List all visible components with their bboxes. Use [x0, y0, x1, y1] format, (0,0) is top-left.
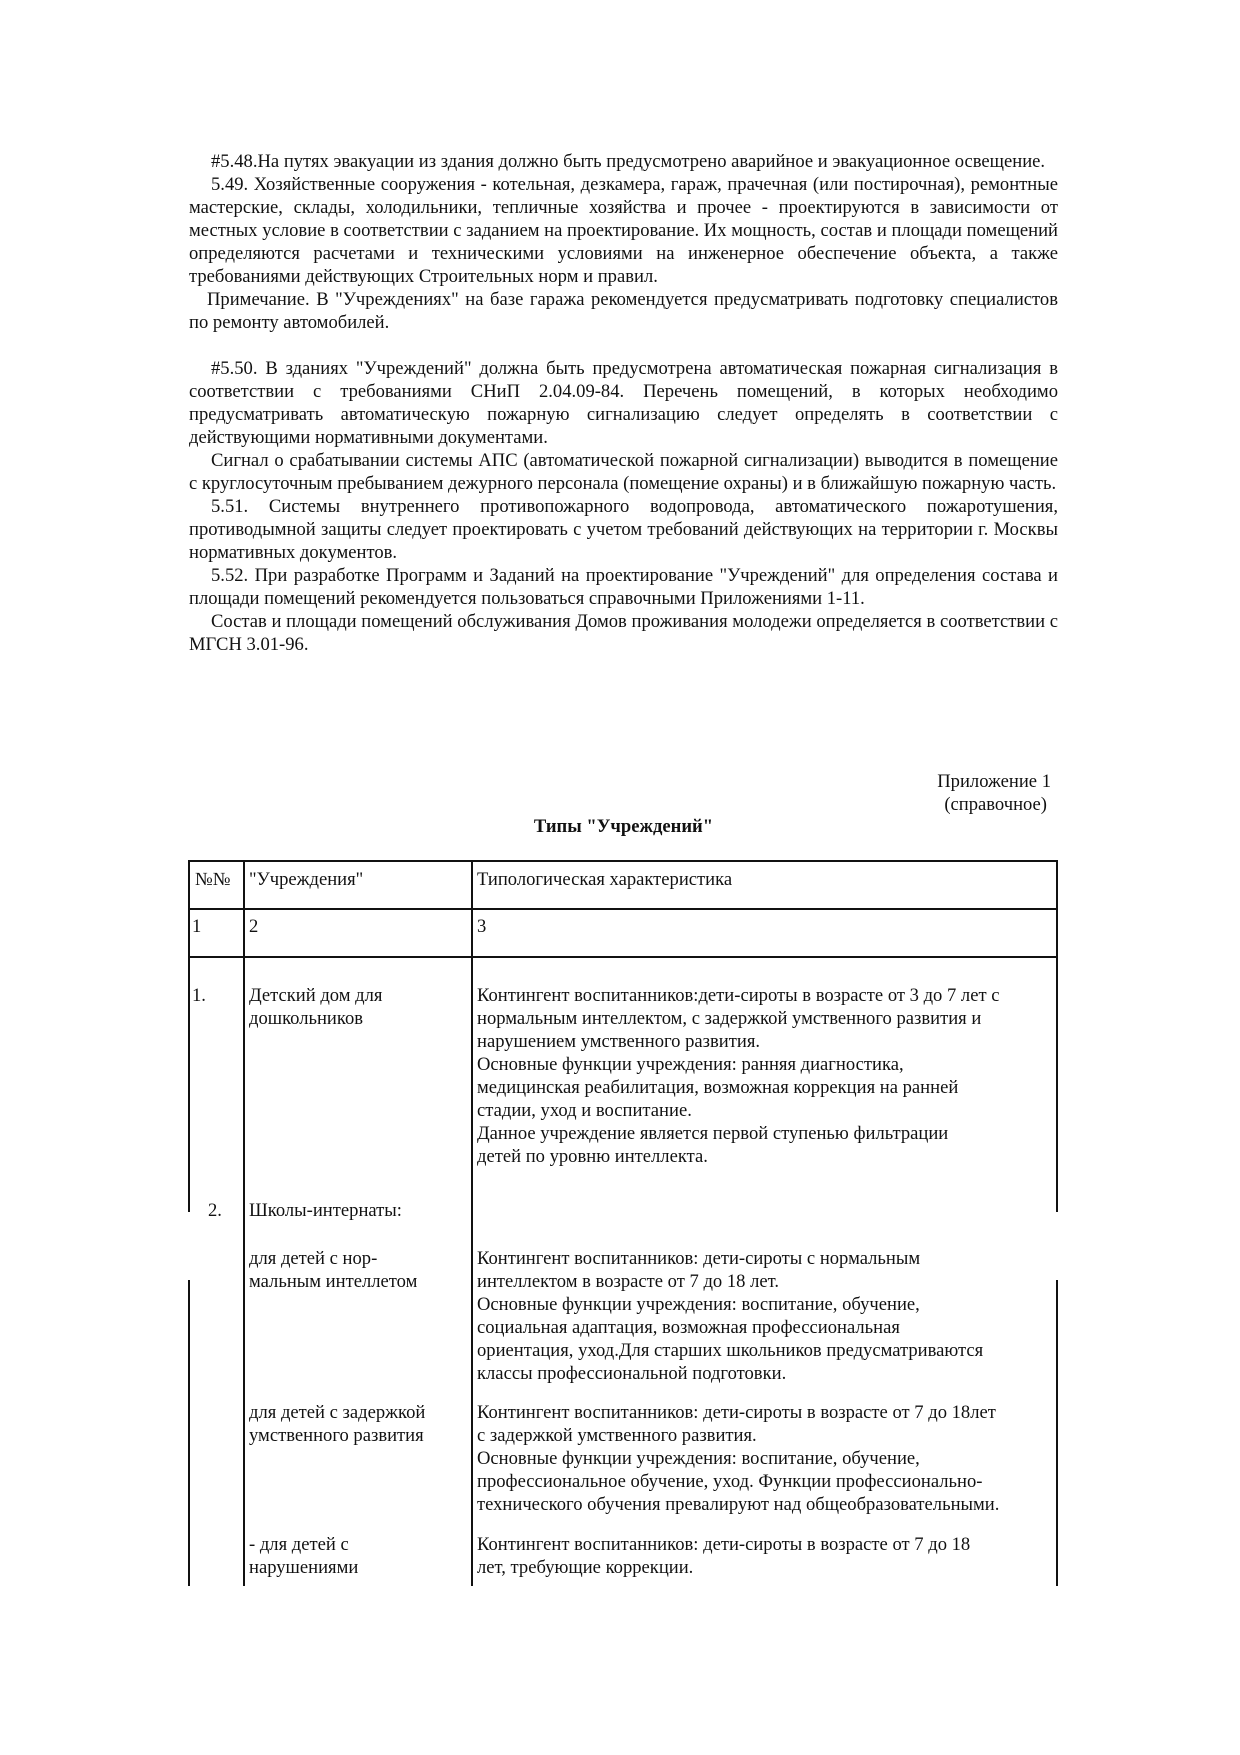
row-2b-institution: для детей с задержкой умственного развития: [249, 1402, 426, 1446]
paragraph-5-50: #5.50. В зданиях "Учреждений" должна быть предусмотрена автоматическая пожарная сигнализация в соответствии с требованиями СНиП 2.04.09-84. Перечень помещений, в которых необходимо предусматривать автоматическую пожарную сигнализацию следует определять в соответствии с действующими нормативными документами.: [189, 358, 1058, 448]
paragraph-composition: Состав и площади помещений обслуживания Домов проживания молодежи определяется в соответствии с МГСН 3.01-96.: [189, 611, 1058, 655]
paragraph-note: Примечание. В "Учреждениях" на базе гаража рекомендуется предусматривать подготовку специалистов по ремонту автомобилей.: [189, 289, 1058, 333]
header-characteristic: Типологическая характеристика: [477, 869, 733, 890]
row-2c-characteristic: Контингент воспитанников: дети-сироты в возрасте от 7 до 18 лет, требующие коррекции.: [477, 1534, 971, 1578]
table-left-border-lower: [188, 1280, 190, 1586]
row-2a-characteristic: Контингент воспитанников: дети-сироты с нормальным интеллектом в возрасте от 7 до 18 лет. Основные функции учреждения: воспитание, обучение, социальная адаптация, возможная профессиональная ориентация, уход.Для старших школьников предусматриваются классы профессиональной подготовки.: [477, 1248, 984, 1384]
table-title: Типы "Учреждений": [533, 816, 714, 837]
column-number-2: 2: [249, 916, 259, 937]
table-column-divider-1: [243, 860, 245, 1586]
column-number-3: 3: [477, 916, 487, 937]
row-2-institution: Школы-интернаты:: [249, 1200, 402, 1221]
body-text-section-1: [189, 150, 1058, 656]
header-institution: "Учреждения": [249, 869, 364, 890]
row-2a-institution: для детей с нор- мальным интеллетом: [249, 1248, 418, 1292]
table-top-border: [188, 860, 1058, 862]
table-header-divider: [188, 908, 1058, 910]
paragraph-5-48: #5.48.На путях эвакуации из здания должно быть предусмотрено аварийное и эвакуационное освещение.: [211, 151, 1046, 172]
table-numbering-divider: [188, 956, 1058, 958]
column-number-1: 1: [192, 916, 202, 937]
paragraph-5-49: 5.49. Хозяйственные сооружения - котельная, дезкамера, гараж, прачечная (или постирочная), ремонтные мастерские, склады, холодильники, тепличные хозяйства и прочее - проектируются в зависимости от местных условие в соответствии с заданием на проектирование. Их мощность, состав и площади помещений определяются расчетами и техническими условиями на инженерное обеспечение объекта, а также требованиями действующих Строительных норм и правил.: [189, 174, 1058, 287]
table-left-border-upper: [188, 860, 190, 1212]
appendix-number: Приложение 1: [937, 771, 1051, 792]
row-2b-characteristic: Контингент воспитанников: дети-сироты в возрасте от 7 до 18лет с задержкой умственного развития. Основные функции учреждения: воспитание, обучение, профессиональное обучение, уход. Функции профессионально- технического обучения превалируют над общеобразовательными.: [477, 1402, 1000, 1515]
row-2c-institution: - для детей с нарушениями: [249, 1534, 359, 1578]
header-number: №№: [195, 869, 231, 890]
row-1-institution: Детский дом для дошкольников: [249, 985, 383, 1029]
table-column-divider-2: [471, 860, 473, 1586]
paragraph-5-52: 5.52. При разработке Программ и Заданий на проектирование "Учреждений" для определения состава и площади помещений рекомендуется пользоваться справочными Приложениями 1-11.: [189, 565, 1058, 609]
institution-types-table: [188, 860, 1058, 1586]
appendix-type: (справочное): [944, 794, 1047, 815]
row-1-number: 1.: [192, 985, 206, 1006]
paragraph-signal: Сигнал о срабатывании системы АПС (автоматической пожарной сигнализации) выводится в помещение с круглосуточным пребыванием дежурного персонала (помещение охраны) и в ближайшую пожарную часть.: [189, 450, 1058, 494]
paragraph-5-51: 5.51. Системы внутреннего противопожарного водопровода, автоматического пожаротушения, противодымной защиты следует проектировать с учетом требований действующих на территории г. Москвы нормативных документов.: [189, 496, 1058, 563]
row-1-characteristic: Контингент воспитанников:дети-сироты в возрасте от 3 до 7 лет с нормальным интеллектом, с задержкой умственного развития и нарушением умственного развития. Основные функции учреждения: ранняя диагностика, медицинская реабилитация, возможная коррекция на ранней стадии, уход и воспитание. Данное учреждение является первой ступенью фильтрации детей по уровню интеллекта.: [477, 985, 1000, 1167]
appendix-label: [937, 770, 1051, 816]
row-2-number: 2.: [208, 1200, 222, 1221]
